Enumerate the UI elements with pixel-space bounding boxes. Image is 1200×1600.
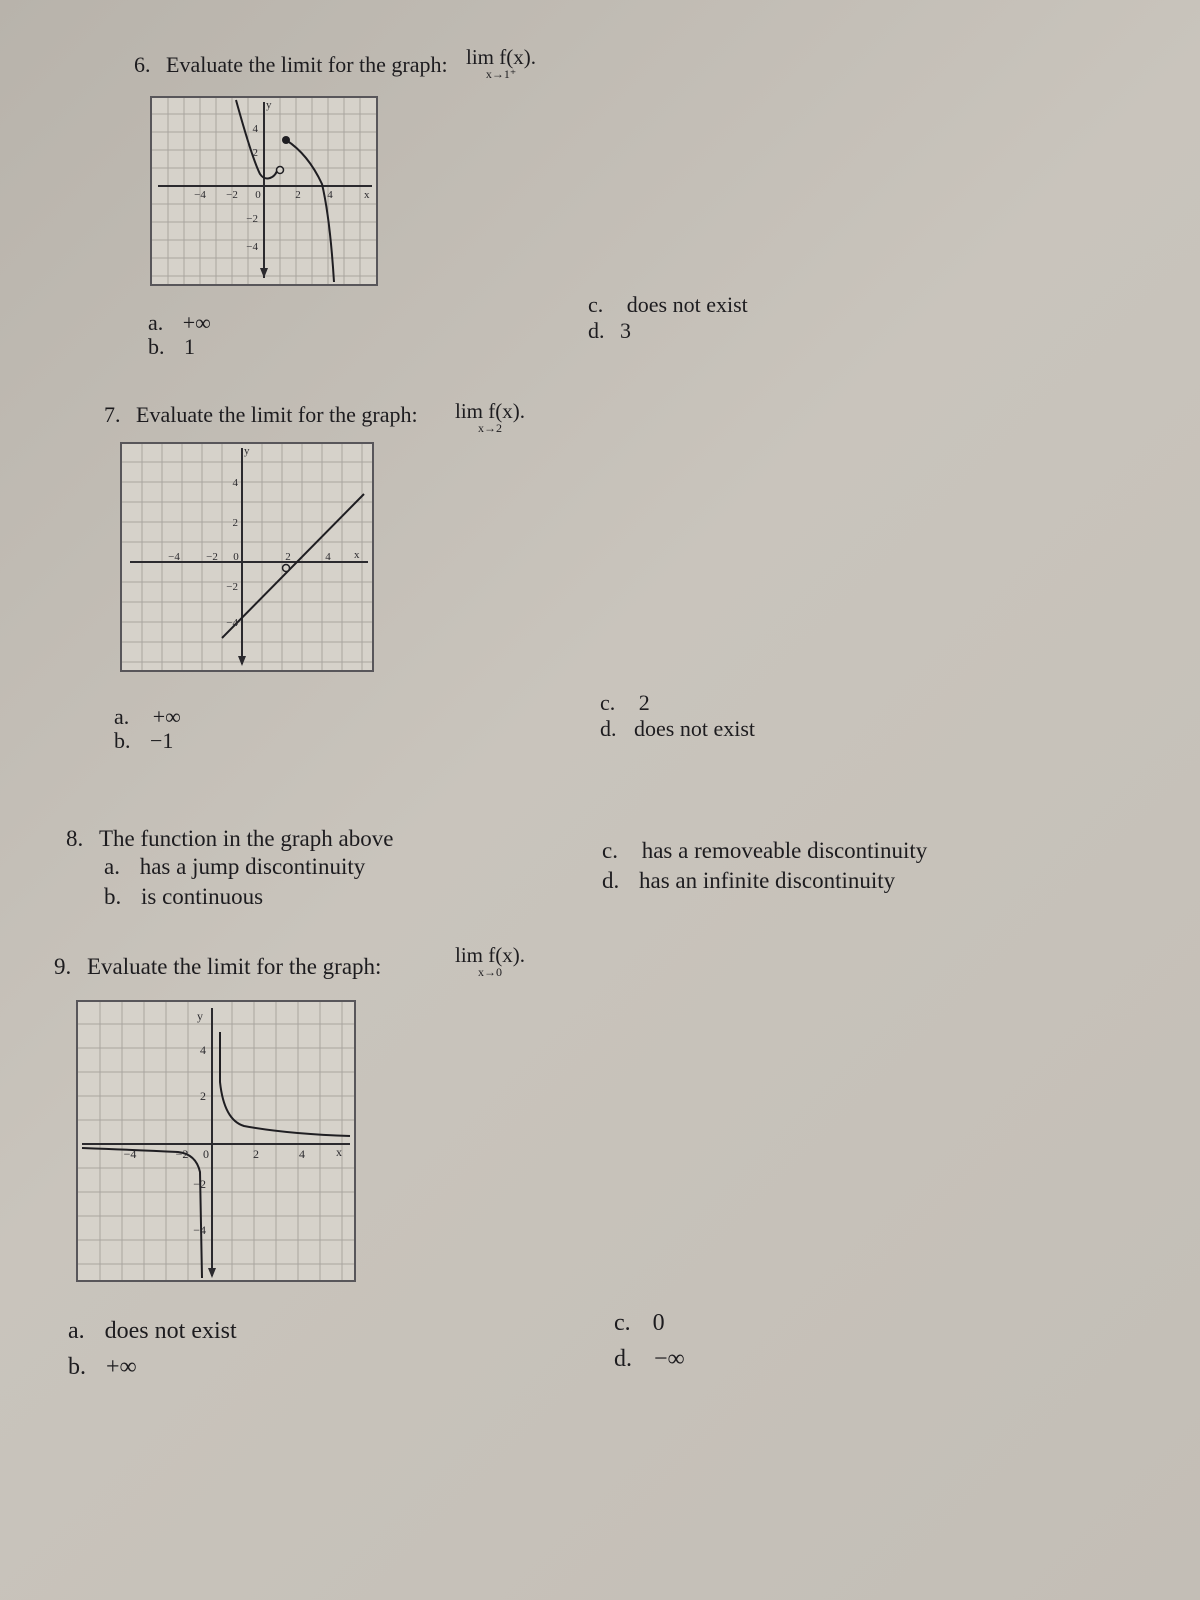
- tick-label: 0: [255, 189, 261, 201]
- option-text: has an infinite discontinuity: [639, 868, 896, 893]
- y-axis-label: y: [244, 445, 250, 457]
- limit-text: lim f(x).: [455, 943, 525, 967]
- question-prompt: Evaluate the limit for the graph:: [87, 954, 382, 979]
- option-9b[interactable]: [68, 1354, 137, 1381]
- y-axis-label: y: [266, 99, 272, 111]
- tick-label: 2: [295, 189, 301, 201]
- option-8a[interactable]: [104, 854, 365, 880]
- question-prompt: Evaluate the limit for the graph:: [136, 402, 418, 427]
- question-6-header: [134, 52, 448, 78]
- graph-q9: [76, 1000, 356, 1282]
- option-text: does not exist: [626, 292, 748, 317]
- tick-label: −2: [206, 551, 218, 563]
- tick-label: 4: [252, 123, 258, 135]
- tick-label: 2: [200, 1089, 206, 1103]
- tick-label: −4: [226, 617, 238, 629]
- tick-label: 0: [233, 551, 239, 563]
- curve-right: [286, 140, 334, 282]
- tick-label: 0: [203, 1147, 209, 1161]
- limit-text: lim f(x).: [466, 45, 536, 69]
- option-letter: c.: [600, 690, 616, 715]
- tick-label: 2: [253, 1147, 259, 1161]
- option-text: has a jump discontinuity: [139, 854, 366, 879]
- option-letter: d.: [602, 868, 620, 893]
- option-6d[interactable]: [588, 318, 631, 344]
- option-7b[interactable]: [114, 728, 173, 754]
- tick-label: 2: [252, 147, 258, 159]
- option-6a[interactable]: [148, 310, 211, 336]
- open-circle: [277, 167, 284, 174]
- tick-label: −4: [168, 551, 180, 563]
- option-6c[interactable]: [588, 292, 748, 318]
- question-prompt: Evaluate the limit for the graph:: [166, 52, 448, 77]
- option-text: does not exist: [104, 1318, 237, 1344]
- limit-text: lim f(x).: [455, 399, 525, 423]
- option-8d[interactable]: [602, 868, 895, 894]
- tick-label: −4: [246, 241, 258, 253]
- option-text: −∞: [654, 1346, 685, 1372]
- option-7a[interactable]: [114, 704, 181, 730]
- limit-expression: [444, 400, 536, 434]
- option-letter: a.: [104, 854, 120, 879]
- option-letter: d.: [588, 318, 605, 343]
- x-axis-label: x: [354, 549, 360, 561]
- option-text: has a removeable discontinuity: [641, 838, 928, 863]
- tick-label: −4: [193, 1223, 206, 1237]
- option-6b[interactable]: [148, 334, 195, 360]
- option-8c[interactable]: [602, 838, 927, 864]
- tick-label: 4: [200, 1043, 206, 1057]
- x-axis-label: x: [336, 1145, 342, 1159]
- question-number: 9.: [54, 954, 72, 979]
- limit-subscript: x→0: [478, 965, 502, 979]
- tick-label: 4: [232, 477, 238, 489]
- tick-label: −2: [246, 213, 258, 225]
- x-axis-label: x: [364, 189, 370, 201]
- option-8b[interactable]: [104, 884, 263, 910]
- question-prompt: The function in the graph above: [99, 826, 394, 851]
- question-number: 8.: [66, 826, 84, 851]
- option-letter: a.: [114, 704, 130, 729]
- option-text: 3: [620, 318, 631, 343]
- option-letter: c.: [602, 838, 618, 863]
- option-text: +∞: [106, 1354, 137, 1380]
- question-number: 6.: [134, 52, 151, 77]
- tick-label: 2: [285, 551, 291, 563]
- graph-q7: [120, 442, 374, 672]
- option-7d[interactable]: [600, 716, 755, 742]
- option-9a[interactable]: [68, 1318, 237, 1345]
- open-circle: [283, 565, 290, 572]
- limit-subscript: x→1⁺: [485, 67, 517, 81]
- tick-label: 4: [299, 1147, 305, 1161]
- option-text: 2: [638, 690, 650, 715]
- option-text: 0: [652, 1310, 665, 1336]
- option-letter: c.: [588, 292, 604, 317]
- option-letter: a.: [148, 310, 164, 335]
- option-9c[interactable]: [614, 1310, 665, 1337]
- y-axis-label: y: [197, 1009, 203, 1023]
- tick-label: 4: [327, 189, 333, 201]
- tick-label: −2: [175, 1147, 189, 1161]
- question-8-header: [66, 826, 393, 852]
- option-letter: b.: [148, 334, 165, 359]
- option-text: 1: [184, 334, 195, 359]
- closed-circle: [282, 136, 290, 144]
- option-text: does not exist: [634, 716, 755, 741]
- option-text: −1: [150, 728, 174, 753]
- limit-expression: [455, 46, 547, 80]
- tick-label: −2: [226, 581, 238, 593]
- tick-label: 4: [325, 551, 331, 563]
- question-number: 7.: [104, 402, 121, 427]
- graph-q6: [150, 96, 378, 286]
- option-letter: a.: [68, 1318, 85, 1344]
- option-text: +∞: [182, 310, 211, 335]
- option-letter: b.: [104, 884, 122, 909]
- option-9d[interactable]: [614, 1346, 685, 1373]
- tick-label: −4: [123, 1147, 137, 1161]
- limit-expression: [440, 944, 540, 978]
- option-letter: d.: [600, 716, 617, 741]
- question-7-header: [104, 402, 418, 428]
- option-text: +∞: [152, 704, 181, 729]
- line-graph: [222, 494, 364, 638]
- tick-label: 2: [232, 517, 238, 529]
- option-letter: b.: [114, 728, 131, 753]
- tick-label: −4: [194, 189, 206, 201]
- question-9-header: [54, 954, 381, 980]
- option-7c[interactable]: [600, 690, 650, 716]
- curve-left: [236, 100, 278, 179]
- option-letter: d.: [614, 1346, 632, 1372]
- option-text: is continuous: [141, 884, 264, 909]
- option-letter: c.: [614, 1310, 631, 1336]
- tick-label: −2: [193, 1177, 206, 1191]
- tick-label: −2: [226, 189, 238, 201]
- option-letter: b.: [68, 1354, 86, 1380]
- limit-subscript: x→2: [478, 421, 502, 435]
